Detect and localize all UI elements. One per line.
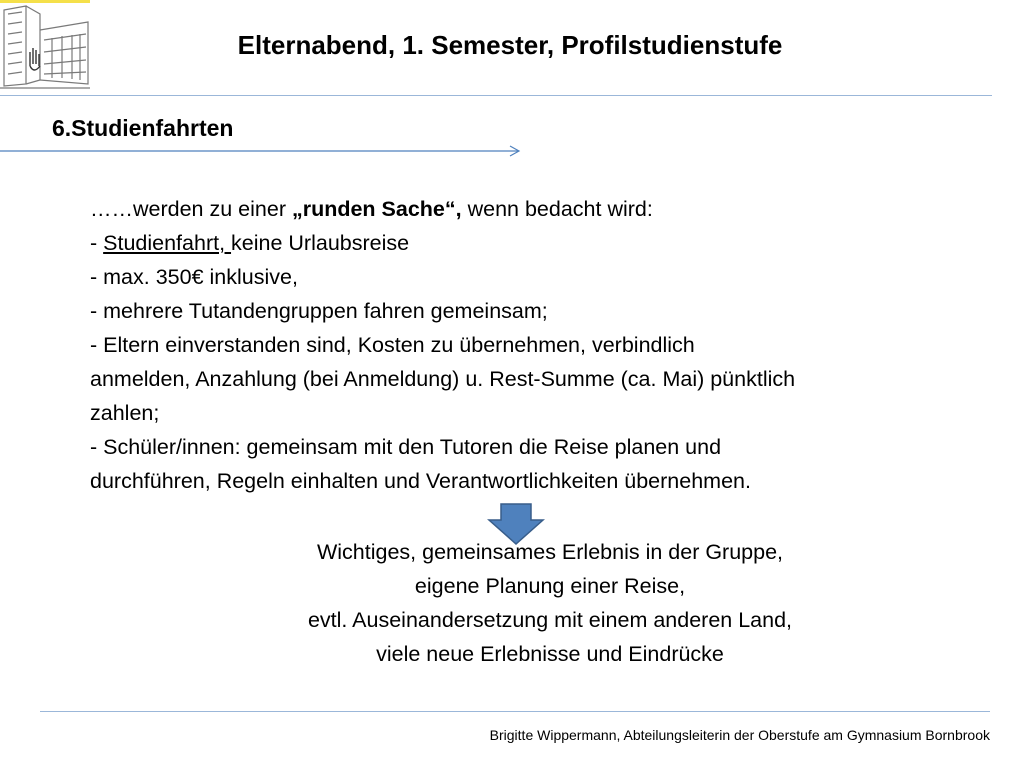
conclusion-text xyxy=(200,535,900,671)
intro-prefix: ……werden zu einer xyxy=(90,197,292,221)
item-underlined: Studienfahrt, xyxy=(103,231,232,255)
intro-bold: „runden Sache“, xyxy=(291,197,462,221)
list-item-continuation: zahlen; xyxy=(90,401,160,425)
intro-line xyxy=(90,192,960,226)
conclusion-line: eigene Planung einer Reise, xyxy=(414,574,686,598)
list-item-continuation: durchführen, Regeln einhalten und Verantwortlichkeiten übernehmen. xyxy=(90,469,751,493)
footer-divider xyxy=(40,711,990,712)
conclusion-line: viele neue Erlebnisse und Eindrücke xyxy=(376,642,724,666)
conclusion-line: evtl. Auseinandersetzung mit einem anderen Land, xyxy=(307,608,793,632)
list-item-continuation: anmelden, Anzahlung (bei Anmeldung) u. Rest-Summe (ca. Mai) pünktlich xyxy=(90,367,796,391)
section-arrow-line xyxy=(0,143,525,164)
school-building-icon xyxy=(0,0,90,90)
list-item: - mehrere Tutandengruppen fahren gemeinsam; xyxy=(90,299,548,323)
body-text xyxy=(90,192,960,498)
intro-suffix: wenn bedacht wird: xyxy=(461,197,653,221)
list-item: - Eltern einverstanden sind, Kosten zu übernehmen, verbindlich xyxy=(90,333,695,357)
header-divider xyxy=(0,95,992,96)
item-rest: keine Urlaubsreise xyxy=(231,231,410,255)
list-item: - max. 350€ inklusive, xyxy=(90,265,298,289)
list-item xyxy=(90,226,960,260)
footer-text: Brigitte Wippermann, Abteilungsleiterin der Oberstufe am Gymnasium Bornbrook xyxy=(489,727,990,743)
page-title: Elternabend, 1. Semester, Profilstudienstufe xyxy=(237,30,783,60)
item-dash: - xyxy=(90,231,104,255)
conclusion-line: Wichtiges, gemeinsames Erlebnis in der Gruppe, xyxy=(316,540,784,564)
list-item: - Schüler/innen: gemeinsam mit den Tutoren die Reise planen und xyxy=(90,435,722,459)
section-heading: 6.Studienfahrten xyxy=(52,115,234,141)
